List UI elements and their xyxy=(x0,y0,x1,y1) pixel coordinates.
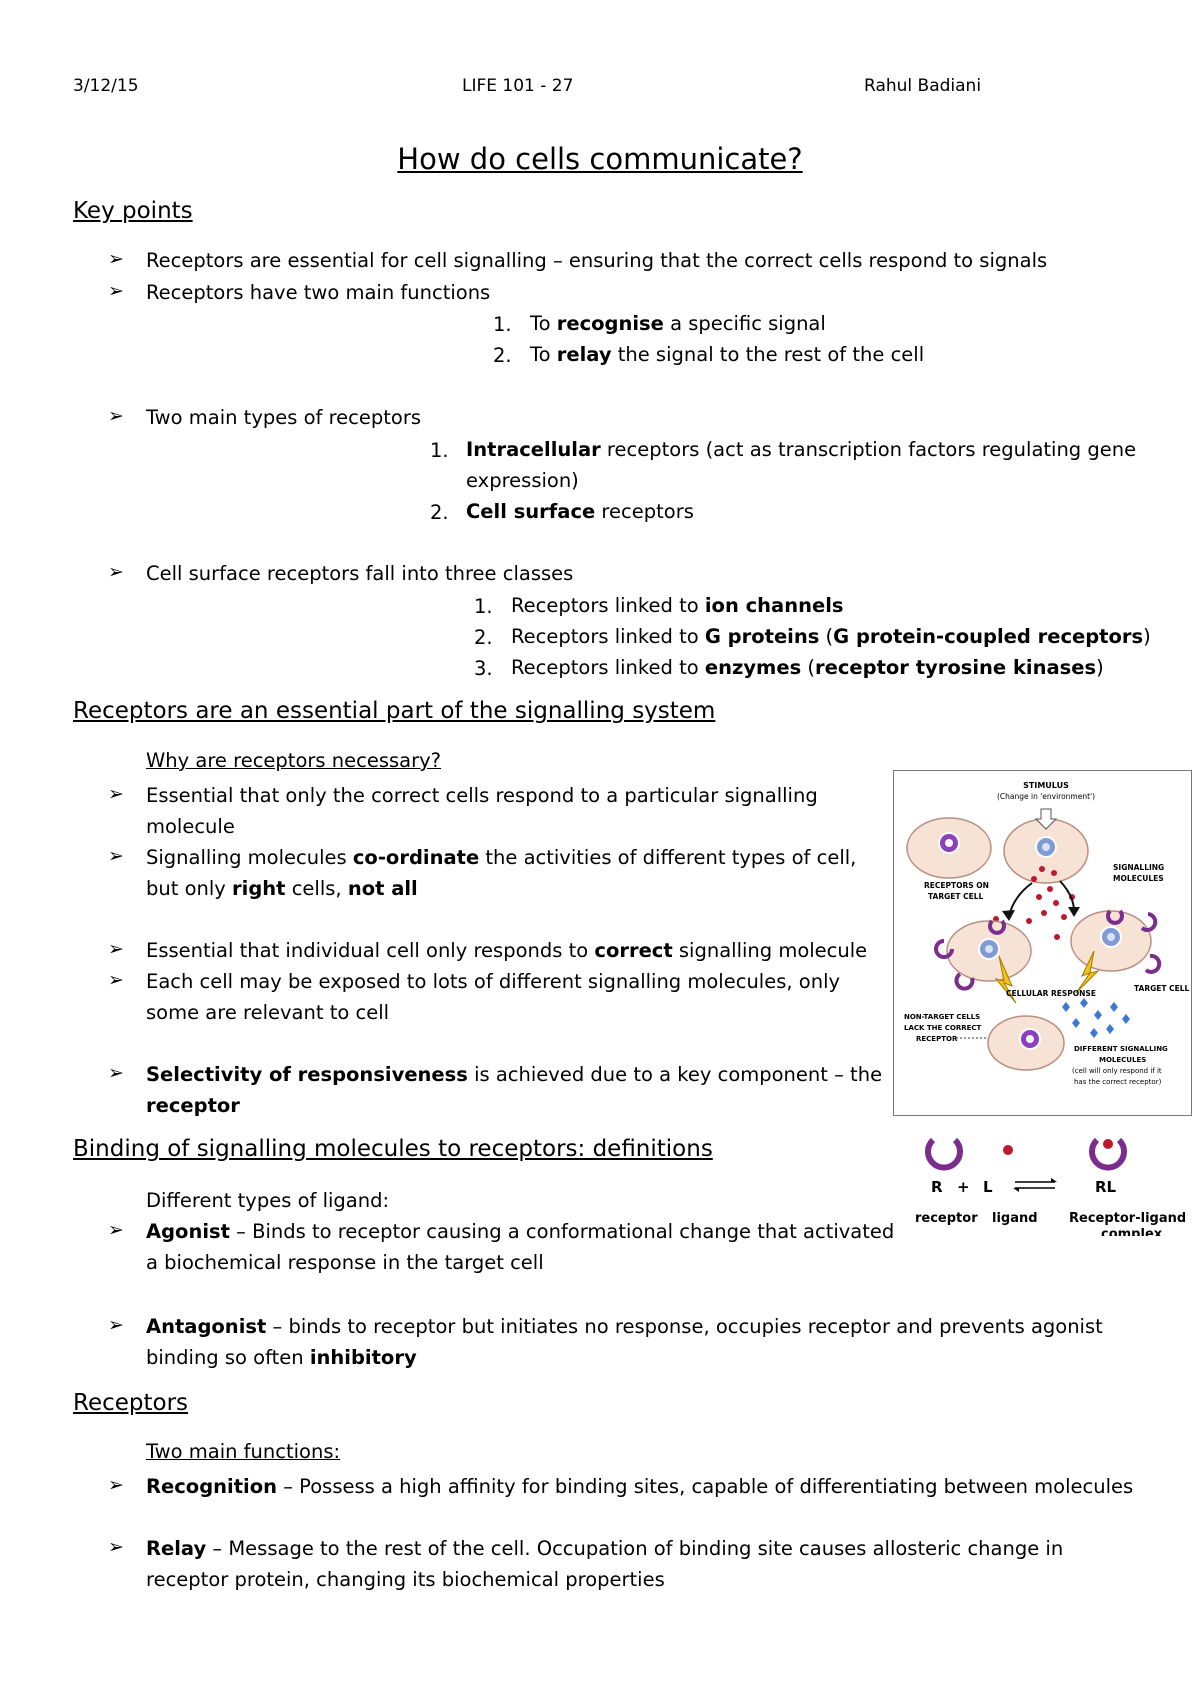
sig-bullet-1-cont: molecule xyxy=(146,815,235,838)
list-number: 1. xyxy=(430,439,449,462)
signalling-label: SIGNALLING xyxy=(1113,863,1165,872)
agonist-def: Agonist – Binds to receptor causing a conformational change that activated xyxy=(146,1220,895,1243)
sig-bullet-4: Each cell may be exposed to lots of different signalling molecules, only xyxy=(146,970,841,993)
receptor-icon xyxy=(1142,914,1155,930)
list-number: 2. xyxy=(430,501,449,524)
receptor-icon xyxy=(1146,956,1159,972)
kp-type-1-cont: expression) xyxy=(466,469,579,492)
page-title: How do cells communicate? xyxy=(397,142,803,176)
eq-ligand-label: ligand xyxy=(992,1211,1038,1226)
bullet-icon: ➢ xyxy=(108,561,124,583)
kp-type-1: Intracellular receptors (act as transcription factors regulating gene xyxy=(466,438,1137,461)
heading-key-points: Key points xyxy=(73,198,193,224)
cellular-response-label: CELLULAR RESPONSE xyxy=(1006,989,1096,998)
kp-bullet-1: Receptors are essential for cell signalling – ensuring that the correct cells respond to signals xyxy=(146,249,1048,272)
eq-complex-label-1: Receptor-ligand xyxy=(1069,1211,1185,1226)
kp-class-1: Receptors linked to ion channels xyxy=(511,594,844,617)
list-number: 2. xyxy=(493,344,512,367)
eq-r: R xyxy=(931,1178,943,1196)
kp-class-2: Receptors linked to G proteins (G protein-coupled receptors) xyxy=(511,625,1151,648)
different-label-4: has the correct receptor) xyxy=(1074,1078,1162,1086)
bullet-icon: ➢ xyxy=(108,938,124,960)
nontarget-label-2: LACK THE CORRECT xyxy=(904,1024,982,1032)
target-cell-right-label: TARGET CELL xyxy=(1134,984,1190,993)
kp-bullet-4: Cell surface receptors fall into three classes xyxy=(146,562,574,585)
signalling-diagram xyxy=(893,770,1192,1116)
kp-class-3: Receptors linked to enzymes (receptor tyrosine kinases) xyxy=(511,656,1104,679)
kp-function-1: To recognise a specific signal xyxy=(530,312,826,335)
nontarget-label-3: RECEPTOR xyxy=(916,1035,958,1043)
sig-bullet-2-cont: but only right cells, not all xyxy=(146,877,418,900)
heading-receptors: Receptors xyxy=(73,1390,189,1416)
receptor-ligand-diagram xyxy=(905,1136,1185,1236)
different-label-2: MOLECULES xyxy=(1099,1056,1147,1064)
bullet-icon: ➢ xyxy=(108,969,124,991)
list-number: 2. xyxy=(474,626,493,649)
kp-type-2: Cell surface receptors xyxy=(466,500,694,523)
sig-bullet-2: Signalling molecules co-ordinate the activities of different types of cell, xyxy=(146,846,857,869)
stimulus-label: STIMULUS xyxy=(1023,781,1069,790)
kp-function-2: To relay the signal to the rest of the cell xyxy=(530,343,925,366)
sig-bullet-4-cont: some are relevant to cell xyxy=(146,1001,390,1024)
bullet-icon: ➢ xyxy=(108,280,124,302)
bullet-icon: ➢ xyxy=(108,1062,124,1084)
bullet-icon: ➢ xyxy=(108,845,124,867)
different-molecules xyxy=(1062,998,1130,1038)
list-number: 1. xyxy=(474,595,493,618)
kp-bullet-2: Receptors have two main functions xyxy=(146,281,491,304)
eq-rl: RL xyxy=(1095,1178,1117,1196)
bullet-icon: ➢ xyxy=(108,248,124,270)
ligand-icon xyxy=(1103,1139,1113,1149)
heading-binding: Binding of signalling molecules to receptors: definitions xyxy=(73,1136,713,1162)
binding-intro: Different types of ligand: xyxy=(146,1189,390,1212)
different-label-3: (cell will only respond if it xyxy=(1072,1067,1162,1075)
bullet-icon: ➢ xyxy=(108,1314,124,1336)
kp-bullet-3: Two main types of receptors xyxy=(146,406,422,429)
sig-bullet-3: Essential that individual cell only responds to correct signalling molecule xyxy=(146,939,868,962)
bullet-icon: ➢ xyxy=(108,405,124,427)
receptors-on-label: RECEPTORS ON xyxy=(924,881,989,890)
eq-complex-label-2: complex xyxy=(1101,1227,1163,1236)
receptor-icon xyxy=(928,1140,960,1168)
sig-bullet-5-cont: receptor xyxy=(146,1094,240,1117)
bullet-icon: ➢ xyxy=(108,1219,124,1241)
eq-plus: + xyxy=(957,1178,970,1196)
heading-signalling: Receptors are an essential part of the signalling system xyxy=(73,698,716,724)
receptors-subheading: Two main functions: xyxy=(146,1440,341,1463)
molecules-label: MOLECULES xyxy=(1113,874,1164,883)
header-author: Rahul Badiani xyxy=(864,76,982,96)
bullet-icon: ➢ xyxy=(108,1536,124,1558)
sig-bullet-1: Essential that only the correct cells respond to a particular signalling xyxy=(146,784,818,807)
list-number: 1. xyxy=(493,313,512,336)
stimulus-sub-label: (Change in 'environment') xyxy=(996,792,1096,801)
sig-bullet-5: Selectivity of responsiveness is achieved due to a key component – the xyxy=(146,1063,883,1086)
nontarget-label-1: NON-TARGET CELLS xyxy=(904,1013,981,1021)
relay-def: Relay – Message to the rest of the cell. Occupation of binding site causes allosteric change in xyxy=(146,1537,1064,1560)
recognition-def: Recognition – Possess a high affinity for binding sites, capable of differentiating between molecules xyxy=(146,1475,1134,1498)
header-course: LIFE 101 - 27 xyxy=(462,76,574,96)
eq-receptor-label: receptor xyxy=(915,1211,978,1226)
signalling-subheading: Why are receptors necessary? xyxy=(146,749,441,772)
list-number: 3. xyxy=(474,657,493,680)
antagonist-def: Antagonist – binds to receptor but initiates no response, occupies receptor and prevents agonist xyxy=(146,1315,1103,1338)
header-date: 3/12/15 xyxy=(73,76,139,96)
eq-l: L xyxy=(983,1178,993,1196)
antagonist-def-cont: binding so often inhibitory xyxy=(146,1346,417,1369)
target-cell-label: TARGET CELL xyxy=(928,892,984,901)
bullet-icon: ➢ xyxy=(108,1474,124,1496)
agonist-def-cont: a biochemical response in the target cell xyxy=(146,1251,544,1274)
different-label-1: DIFFERENT SIGNALLING xyxy=(1074,1045,1168,1053)
ligand-icon xyxy=(1003,1145,1013,1155)
bullet-icon: ➢ xyxy=(108,783,124,805)
relay-def-cont: receptor protein, changing its biochemical properties xyxy=(146,1568,665,1591)
